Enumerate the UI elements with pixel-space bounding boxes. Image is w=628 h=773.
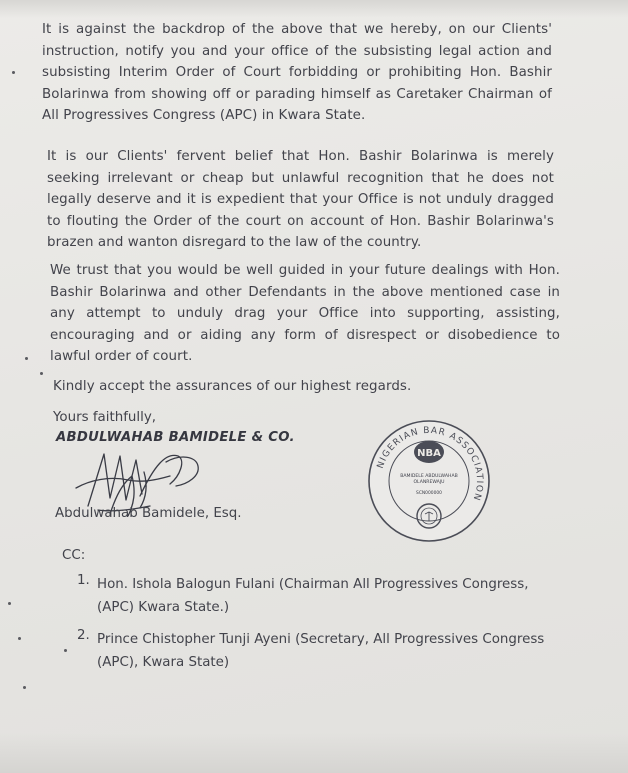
cc-item-number: 2.: [77, 628, 90, 643]
cc-item-number: 1.: [77, 573, 90, 588]
firm-name: ABDULWAHAB BAMIDELE & CO.: [56, 430, 295, 445]
paper-speck: [25, 357, 28, 360]
svg-text:NBA: NBA: [417, 448, 441, 459]
paragraph-trust: We trust that you would be well guided in your future dealings with Hon. Bashir Bolarinwa and other Defendants in the above mentioned case in any attempt to unduly drag your Office into supporting, assisting, encouraging and or aiding any form of disrespect or disobedience to lawful order of court.: [50, 263, 560, 365]
svg-text:BAMIDELE ABDULWAHAB: BAMIDELE ABDULWAHAB: [400, 474, 458, 479]
paper-speck: [12, 71, 15, 74]
paragraph-regards: Kindly accept the assurances of our highest regards.: [53, 379, 412, 394]
closing-salutation: Yours faithfully,: [53, 410, 157, 425]
svg-text:NIGERIAN BAR ASSOCIATION: NIGERIAN BAR ASSOCIATION: [375, 425, 485, 503]
page-bottom-shadow: [0, 733, 628, 773]
paragraph-notice: It is against the backdrop of the above that we hereby, on our Clients' instruction, notify you and your office of the subsisting legal action and subsisting Interim Order of Court forbidding or prohibiting Hon. Bashir Bolarinwa from showing off or parading himself as Caretaker Chairman of All Progressives Congress (APC) in Kwara State.: [42, 22, 552, 124]
svg-text:OLANREWAJU: OLANREWAJU: [413, 480, 445, 485]
paper-speck: [64, 649, 67, 652]
paper-speck: [23, 686, 26, 689]
svg-text:SCN000000: SCN000000: [416, 491, 442, 496]
cc-item-text: Prince Chistopher Tunji Ayeni (Secretary, All Progressives Congress (APC), Kwara State): [97, 632, 545, 670]
cc-label: CC:: [62, 548, 86, 563]
nba-stamp-seal: [366, 418, 492, 544]
paper-speck: [18, 637, 21, 640]
paper-speck: [40, 372, 43, 375]
paper-speck: [8, 602, 11, 605]
paragraph-belief: It is our Clients' fervent belief that Hon. Bashir Bolarinwa is merely seeking irrelevant or cheap but unlawful recognition that he does not legally deserve and it is expedient that your Office is not unduly dragged to flouting the Order of the court on account of Hon. Bashir Bolarinwa's brazen and wanton disregard to the law of the country.: [47, 149, 554, 251]
page-top-shadow: [0, 0, 628, 18]
cc-item-text: Hon. Ishola Balogun Fulani (Chairman All Progressives Congress, (APC) Kwara State.): [97, 577, 529, 615]
signatory-name: Abdulwahab Bamidele, Esq.: [55, 506, 242, 521]
